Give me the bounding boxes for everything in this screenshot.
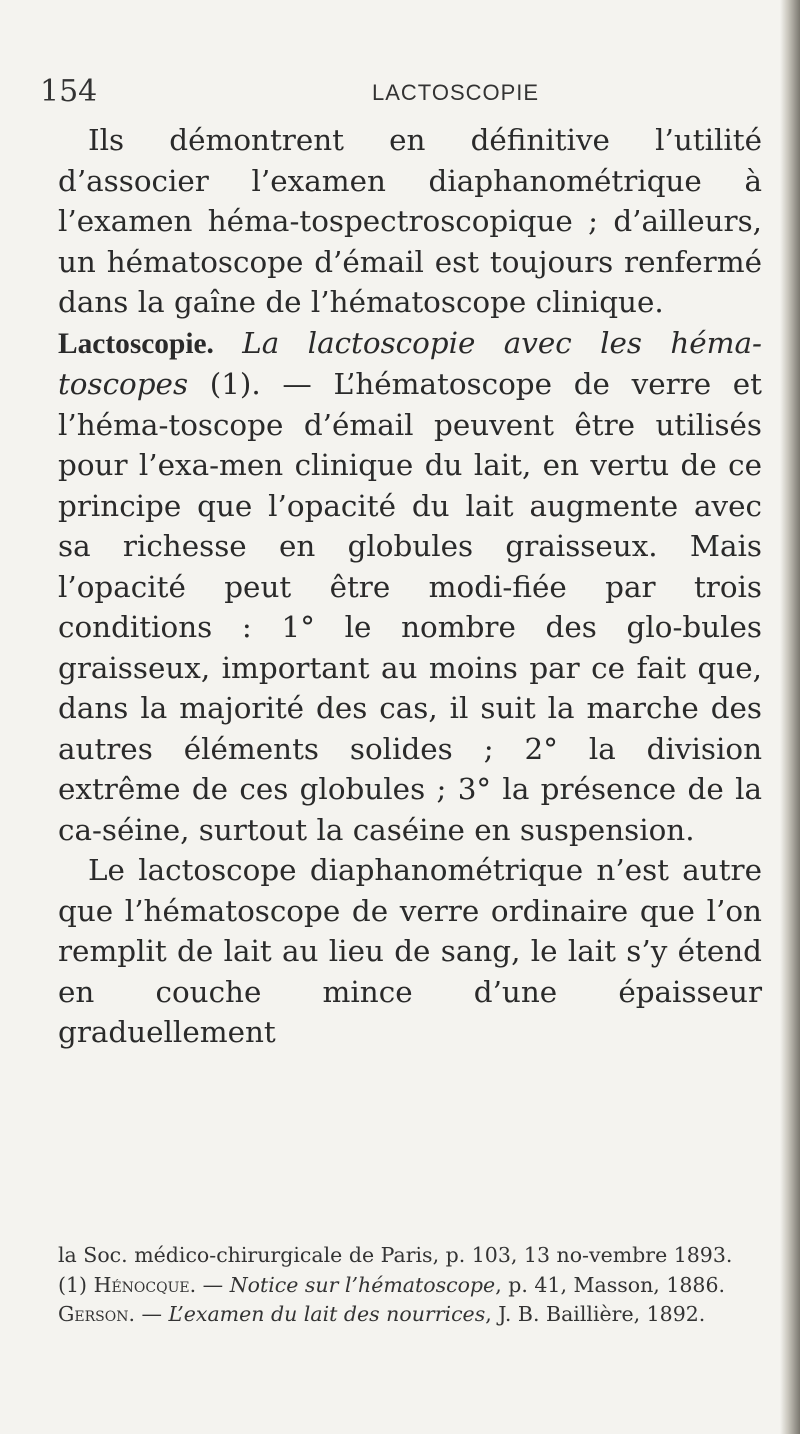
section-heading: Lactoscopie.	[58, 327, 214, 360]
footnote-2-rest: , J. B. Baillière, 1892.	[485, 1302, 706, 1326]
footnote-2-title: L’examen du lait des nourrices	[168, 1302, 486, 1326]
footnote-1-title: Notice sur l’hématoscope	[229, 1272, 496, 1297]
footnote-2-dash: —	[134, 1302, 169, 1326]
page-edge-shadow	[780, 0, 800, 1434]
footnote-1-mark: (1)	[58, 1272, 88, 1297]
paragraph-1: Ils démontrent en définitive l’utilité d’associer l’examen diaphanométrique à l’examen héma-tospectroscopique ; d’ailleurs, un hématoscope d’émail est toujours renfermé dans la gaîne de l’hématoscope clinique.	[58, 123, 762, 319]
footnote-2	[58, 1301, 762, 1329]
footnote-2-author: Gerson.	[58, 1302, 135, 1326]
section-subtitle: La lactoscopie avec les héma-toscopes	[58, 325, 762, 401]
paragraph-2-text: . — L’hématoscope de verre et l’héma-toscope d’émail peuvent être utilisés pour l’exa-men clinique du lait, en vertu de ce principe que l’opacité du lait augmente avec sa richesse en globules graisseux. Mais l’opacité peut être modi-fiée par trois conditions : 1° le nombre des glo-bules graisseux, important au moins par ce fait que, dans la majorité des cas, il suit la marche des autres éléments solides ; 2° la division extrême de ces globules ; 3° la présence de la ca-séine, surtout la caséine en suspension.	[58, 367, 762, 847]
footnote-continued: la Soc. médico-chirurgicale de Paris, p. 103, 13 no-vembre 1893.	[58, 1243, 733, 1267]
page-header	[40, 74, 760, 114]
paragraph-3: Le lactoscope diaphanométrique n’est autre que l’hématoscope de verre ordinaire que l’on remplit de lait au lieu de sang, le lait s’y étend en couche mince d’une épaisseur graduellement	[58, 853, 762, 1049]
page-number: 154	[40, 74, 98, 109]
footnotes	[58, 1242, 762, 1331]
footnote-ref: (1)	[209, 367, 252, 401]
body-text	[58, 120, 762, 1053]
footnote-1-rest: , p. 41, Masson, 1886.	[495, 1272, 726, 1297]
running-title: LACTOSCOPIE	[372, 80, 540, 105]
footnote-1	[58, 1272, 762, 1300]
footnote-1-author: Hénocque.	[93, 1272, 197, 1297]
footnote-1-dash: —	[196, 1272, 230, 1297]
paragraph-2	[58, 323, 762, 851]
